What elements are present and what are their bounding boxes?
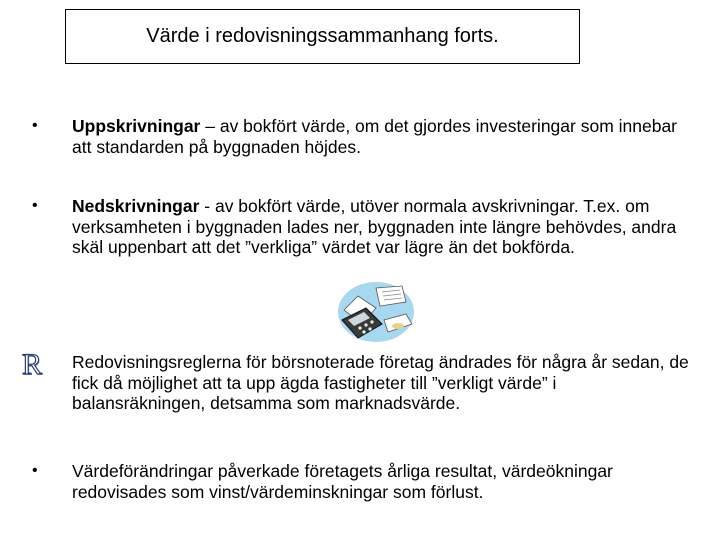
bullet-marker: • xyxy=(32,462,38,479)
bullet-bold-term: Uppskrivningar xyxy=(72,116,201,136)
calculator-papers-icon xyxy=(336,280,416,344)
bullet-text xyxy=(72,196,692,258)
bullet-body: – av bokfört värde, om det gjordes investeringar som innebar att standarden på byggnaden höjdes. xyxy=(72,116,678,157)
bullet-text xyxy=(72,116,692,157)
r-bullet-icon: R xyxy=(22,348,43,381)
bullet-text xyxy=(72,352,692,414)
slide-title-box xyxy=(65,9,580,64)
bullet-body: Värdeförändringar påverkade företagets årliga resultat, värdeökningar redovisades som vinst/värdeminskningar som förlust. xyxy=(72,461,613,502)
bullet-marker: • xyxy=(32,197,38,214)
bullet-bold-term: Nedskrivningar xyxy=(72,196,200,216)
bullet-text xyxy=(72,461,692,502)
bullet-marker: • xyxy=(32,117,38,134)
slide-title: Värde i redovisningssammanhang forts. xyxy=(146,25,499,47)
bullet-body: - av bokfört värde, utöver normala avskrivningar. T.ex. om verksamheten i byggnaden lades ner, byggnaden inte längre behövdes, andra skäl uppenbart att det ”verkliga” värdet var lägre än det bokförda. xyxy=(72,196,677,257)
bullet-body: Redovisningsreglerna för börsnoterade företag ändrades för några år sedan, de fick då möjlighet att ta upp ägda fastigheter till ”verkligt värde” i balansräkningen, detsamma som marknadsvärde. xyxy=(72,352,689,413)
